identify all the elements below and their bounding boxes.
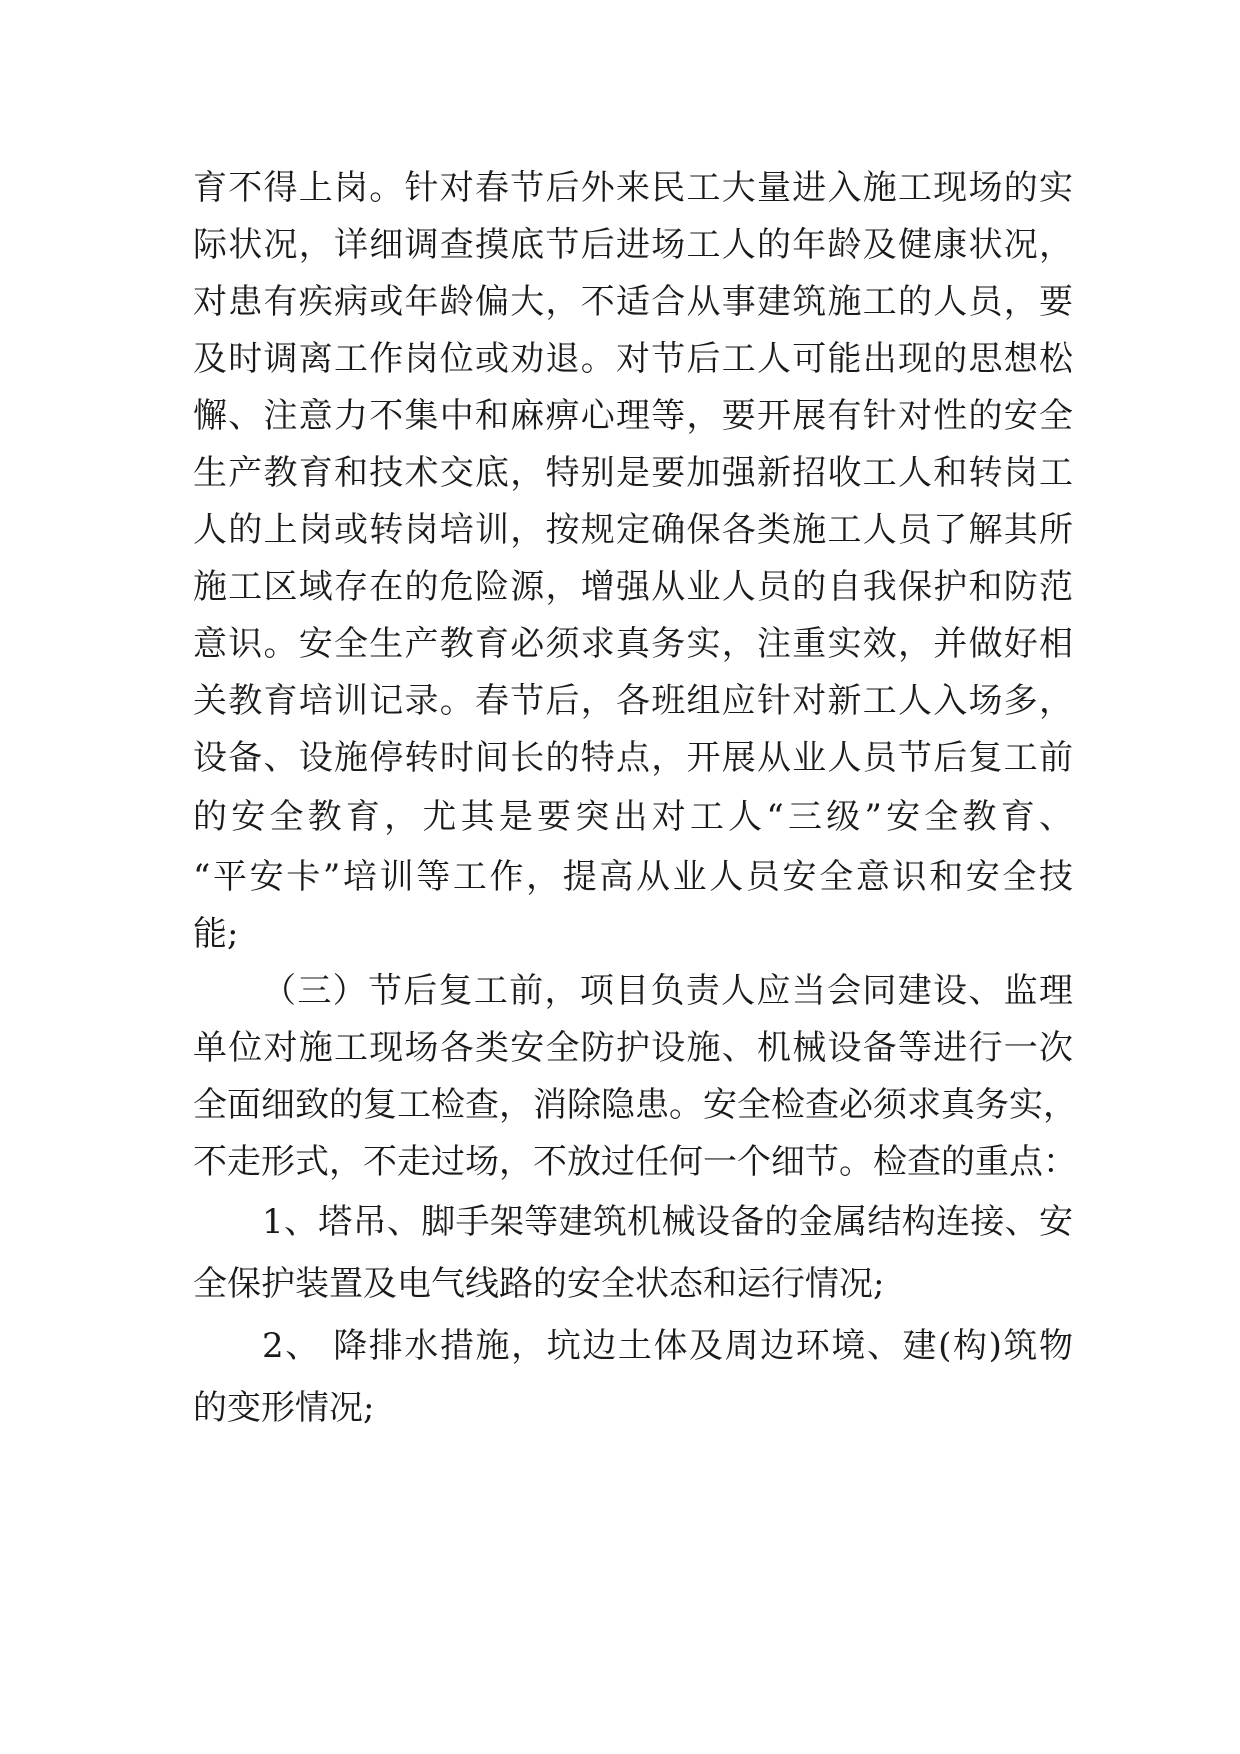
text-line: 能;: [193, 914, 239, 954]
text-line: 施工区域存在的危险源，增强从业人员的自我保护和防范: [193, 567, 1073, 607]
text-line: 人的上岗或转岗培训，按规定确保各类施工人员了解其所: [193, 510, 1073, 550]
list-item-line: 2、 降排水措施，坑边土体及周边环境、建(构)筑物: [262, 1326, 1073, 1366]
text-line: 全保护装置及电气线路的安全状态和运行情况;: [193, 1264, 885, 1304]
text-line: 的安全教育，尤其是要突出对工人“三级”安全教育、: [193, 797, 1073, 837]
text-line: 生产教育和技术交底，特别是要加强新招收工人和转岗工: [193, 453, 1073, 493]
text-line: 全面细致的复工检查，消除隐患。安全检查必须求真务实，: [193, 1085, 1077, 1125]
text-line: 不走形式，不走过场，不放过任何一个细节。检查的重点：: [193, 1142, 1077, 1182]
text-line: 的变形情况;: [193, 1388, 375, 1428]
text-line: 单位对施工现场各类安全防护设施、机械设备等进行一次: [193, 1028, 1073, 1068]
list-item-line: 1、塔吊、脚手架等建筑机械设备的金属结构连接、安: [262, 1202, 1073, 1242]
text-line: 设备、设施停转时间长的特点，开展从业人员节后复工前: [193, 738, 1073, 778]
text-line: 及时调离工作岗位或劝退。对节后工人可能出现的思想松: [193, 339, 1073, 379]
section-heading-line: （三）节后复工前，项目负责人应当会同建设、监理: [262, 971, 1073, 1011]
text-line: 关教育培训记录。春节后，各班组应针对新工人入场多，: [193, 681, 1073, 721]
text-line: “平安卡”培训等工作，提高从业人员安全意识和安全技: [193, 857, 1073, 897]
text-line: 懈、注意力不集中和麻痹心理等，要开展有针对性的安全: [193, 396, 1073, 436]
text-line: 际状况，详细调查摸底节后进场工人的年龄及健康状况，: [193, 225, 1073, 265]
text-line: 对患有疾病或年龄偏大，不适合从事建筑施工的人员，要: [193, 282, 1073, 322]
text-line: 育不得上岗。针对春节后外来民工大量进入施工现场的实: [193, 168, 1073, 208]
text-line: 意识。安全生产教育必须求真务实，注重实效，并做好相: [193, 624, 1073, 664]
